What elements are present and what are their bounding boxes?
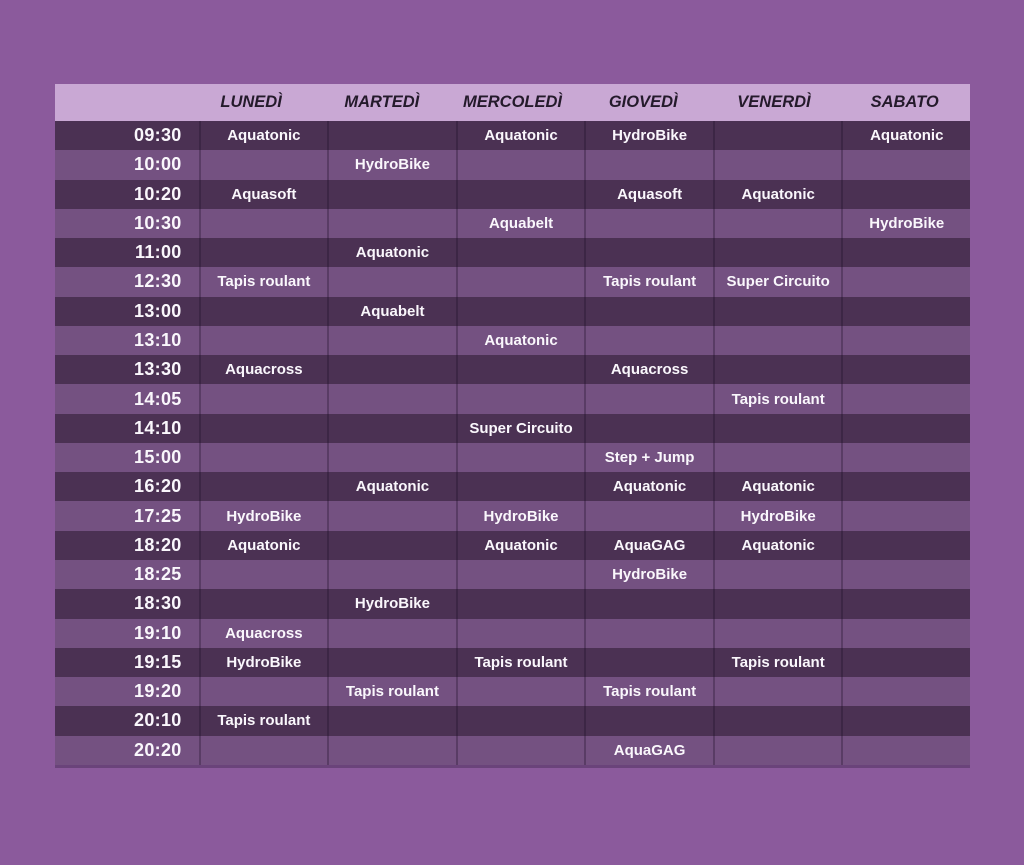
class-cell <box>841 180 970 209</box>
time-cell: 18:20 <box>134 534 182 555</box>
class-cell: Tapis roulant <box>713 384 842 413</box>
class-cell <box>713 589 842 618</box>
class-cell <box>327 414 456 443</box>
class-cell: AquaGAG <box>584 531 713 560</box>
class-cell <box>456 267 585 296</box>
class-cell <box>841 560 970 589</box>
class-cell <box>199 443 328 472</box>
class-cell: Aquatonic <box>584 472 713 501</box>
class-cell: Aquasoft <box>584 180 713 209</box>
class-cell <box>456 150 585 179</box>
table-row <box>55 560 970 589</box>
class-cell <box>841 326 970 355</box>
class-cell <box>584 150 713 179</box>
time-cell: 14:05 <box>134 388 182 409</box>
class-cell: Tapis roulant <box>584 267 713 296</box>
time-cell: 10:00 <box>134 154 182 175</box>
time-cell: 16:20 <box>134 476 182 497</box>
class-cell <box>841 150 970 179</box>
class-cell: Aquatonic <box>713 472 842 501</box>
class-cell <box>841 267 970 296</box>
class-cell <box>713 121 842 150</box>
class-cell <box>327 267 456 296</box>
class-cell: Tapis roulant <box>456 648 585 677</box>
table-row <box>55 443 970 472</box>
class-cell: Tapis roulant <box>327 677 456 706</box>
class-cell: HydroBike <box>327 589 456 618</box>
class-cell: Tapis roulant <box>584 677 713 706</box>
class-cell: Aquatonic <box>456 121 585 150</box>
class-cell <box>327 121 456 150</box>
table-row <box>55 297 970 326</box>
class-cell: Aquatonic <box>327 472 456 501</box>
class-cell <box>841 414 970 443</box>
class-cell <box>199 736 328 765</box>
table-row <box>55 472 970 501</box>
class-cell: Aquatonic <box>456 326 585 355</box>
table-row <box>55 238 970 267</box>
class-cell: Tapis roulant <box>199 706 328 735</box>
class-cell: HydroBike <box>327 150 456 179</box>
day-header-cell: VENERDÌ <box>737 93 811 111</box>
class-cell <box>841 443 970 472</box>
class-cell <box>327 501 456 530</box>
class-cell <box>199 384 328 413</box>
table-row <box>55 355 970 384</box>
time-cell: 20:10 <box>134 710 182 731</box>
day-header-cell: GIOVEDÌ <box>608 93 678 111</box>
class-cell <box>456 472 585 501</box>
class-cell <box>327 560 456 589</box>
class-cell <box>841 648 970 677</box>
table-row <box>55 648 970 677</box>
class-cell <box>456 677 585 706</box>
class-cell <box>841 531 970 560</box>
time-cell: 18:30 <box>134 593 182 614</box>
day-header-cell: SABATO <box>870 93 939 111</box>
class-cell: Aquatonic <box>199 121 328 150</box>
class-cell: Aquatonic <box>456 531 585 560</box>
class-cell: AquaGAG <box>584 736 713 765</box>
class-cell <box>841 677 970 706</box>
class-cell <box>327 180 456 209</box>
class-cell <box>199 414 328 443</box>
table-row <box>55 589 970 618</box>
table-body <box>55 121 970 765</box>
class-cell <box>584 589 713 618</box>
class-cell: Aquacross <box>199 355 328 384</box>
class-cell <box>713 297 842 326</box>
class-cell <box>713 150 842 179</box>
table-row <box>55 414 970 443</box>
time-cell: 19:20 <box>134 681 182 702</box>
class-cell <box>584 384 713 413</box>
class-cell: Aquabelt <box>456 209 585 238</box>
class-cell <box>327 355 456 384</box>
time-cell: 19:15 <box>134 651 182 672</box>
class-cell <box>713 677 842 706</box>
class-cell <box>713 326 842 355</box>
class-cell <box>199 677 328 706</box>
class-cell <box>713 706 842 735</box>
class-cell: Tapis roulant <box>199 267 328 296</box>
time-cell: 12:30 <box>134 271 182 292</box>
class-cell <box>841 355 970 384</box>
table-row <box>55 619 970 648</box>
class-cell <box>327 209 456 238</box>
class-cell <box>584 209 713 238</box>
class-schedule-table <box>55 84 970 765</box>
class-cell: Aquasoft <box>199 180 328 209</box>
class-cell <box>456 238 585 267</box>
table-row <box>55 531 970 560</box>
class-cell: Aquabelt <box>327 297 456 326</box>
class-cell <box>713 238 842 267</box>
class-cell <box>199 589 328 618</box>
time-cell: 20:20 <box>134 739 182 760</box>
class-cell <box>713 414 842 443</box>
class-cell <box>584 238 713 267</box>
class-cell: Aquatonic <box>327 238 456 267</box>
class-cell: HydroBike <box>841 209 970 238</box>
class-cell <box>841 589 970 618</box>
class-cell <box>841 472 970 501</box>
class-cell: Tapis roulant <box>713 648 842 677</box>
class-cell <box>841 238 970 267</box>
time-cell: 17:25 <box>134 505 182 526</box>
time-cell: 13:10 <box>134 329 182 350</box>
time-cell: 19:10 <box>134 622 182 643</box>
class-cell <box>327 443 456 472</box>
class-cell <box>456 443 585 472</box>
time-cell: 18:25 <box>134 564 182 585</box>
class-cell: Super Circuito <box>713 267 842 296</box>
class-cell <box>327 706 456 735</box>
class-cell: Super Circuito <box>456 414 585 443</box>
class-cell: Aquacross <box>584 355 713 384</box>
class-cell <box>841 736 970 765</box>
time-cell: 13:30 <box>134 359 182 380</box>
table-row <box>55 180 970 209</box>
class-cell <box>584 501 713 530</box>
class-cell <box>841 619 970 648</box>
class-cell <box>713 560 842 589</box>
class-cell <box>327 326 456 355</box>
class-cell <box>456 384 585 413</box>
class-cell <box>841 384 970 413</box>
time-cell: 14:10 <box>134 417 182 438</box>
class-cell <box>327 531 456 560</box>
table-row <box>55 736 970 765</box>
table-row <box>55 384 970 413</box>
class-cell <box>456 706 585 735</box>
class-cell: Aquatonic <box>713 531 842 560</box>
class-cell <box>713 619 842 648</box>
class-cell <box>456 736 585 765</box>
class-cell <box>199 238 328 267</box>
class-cell: HydroBike <box>456 501 585 530</box>
table-row <box>55 150 970 179</box>
class-cell <box>199 150 328 179</box>
class-cell <box>199 297 328 326</box>
class-cell <box>841 297 970 326</box>
class-cell: HydroBike <box>584 560 713 589</box>
time-cell: 15:00 <box>134 447 182 468</box>
table-row <box>55 121 970 150</box>
class-cell <box>327 736 456 765</box>
class-cell <box>456 297 585 326</box>
class-cell <box>456 355 585 384</box>
time-cell: 10:20 <box>134 183 182 204</box>
class-cell: Aquatonic <box>199 531 328 560</box>
table-row <box>55 209 970 238</box>
class-cell: Aquatonic <box>713 180 842 209</box>
class-cell: Aquatonic <box>841 121 970 150</box>
day-header-cell: LUNEDÌ <box>220 93 282 111</box>
class-cell <box>199 472 328 501</box>
class-cell <box>456 560 585 589</box>
table-row <box>55 267 970 296</box>
class-cell <box>841 706 970 735</box>
time-cell: 10:30 <box>134 212 182 233</box>
table-header-row <box>55 84 970 121</box>
class-cell <box>841 501 970 530</box>
class-cell <box>199 209 328 238</box>
class-cell <box>584 648 713 677</box>
class-cell <box>199 326 328 355</box>
time-column-header <box>55 84 186 121</box>
table-row <box>55 706 970 735</box>
class-cell <box>584 414 713 443</box>
class-cell <box>584 297 713 326</box>
table-row <box>55 326 970 355</box>
class-cell <box>456 180 585 209</box>
class-cell <box>584 706 713 735</box>
table-row <box>55 501 970 530</box>
class-cell: HydroBike <box>199 648 328 677</box>
class-cell <box>327 619 456 648</box>
class-cell: HydroBike <box>713 501 842 530</box>
class-cell <box>456 619 585 648</box>
time-cell: 09:30 <box>134 125 182 146</box>
time-cell: 11:00 <box>135 242 182 263</box>
class-cell <box>327 384 456 413</box>
class-cell <box>199 560 328 589</box>
class-cell <box>584 619 713 648</box>
time-cell: 13:00 <box>134 300 182 321</box>
class-cell: Step + Jump <box>584 443 713 472</box>
class-cell <box>713 443 842 472</box>
class-cell <box>713 209 842 238</box>
class-cell <box>713 736 842 765</box>
day-header-cell: MERCOLEDÌ <box>463 93 563 111</box>
class-cell <box>327 648 456 677</box>
class-cell: Aquacross <box>199 619 328 648</box>
class-cell <box>456 589 585 618</box>
class-cell <box>713 355 842 384</box>
class-cell <box>584 326 713 355</box>
class-cell: HydroBike <box>199 501 328 530</box>
table-row <box>55 677 970 706</box>
day-header-cell: MARTEDÌ <box>344 93 420 111</box>
class-cell: HydroBike <box>584 121 713 150</box>
